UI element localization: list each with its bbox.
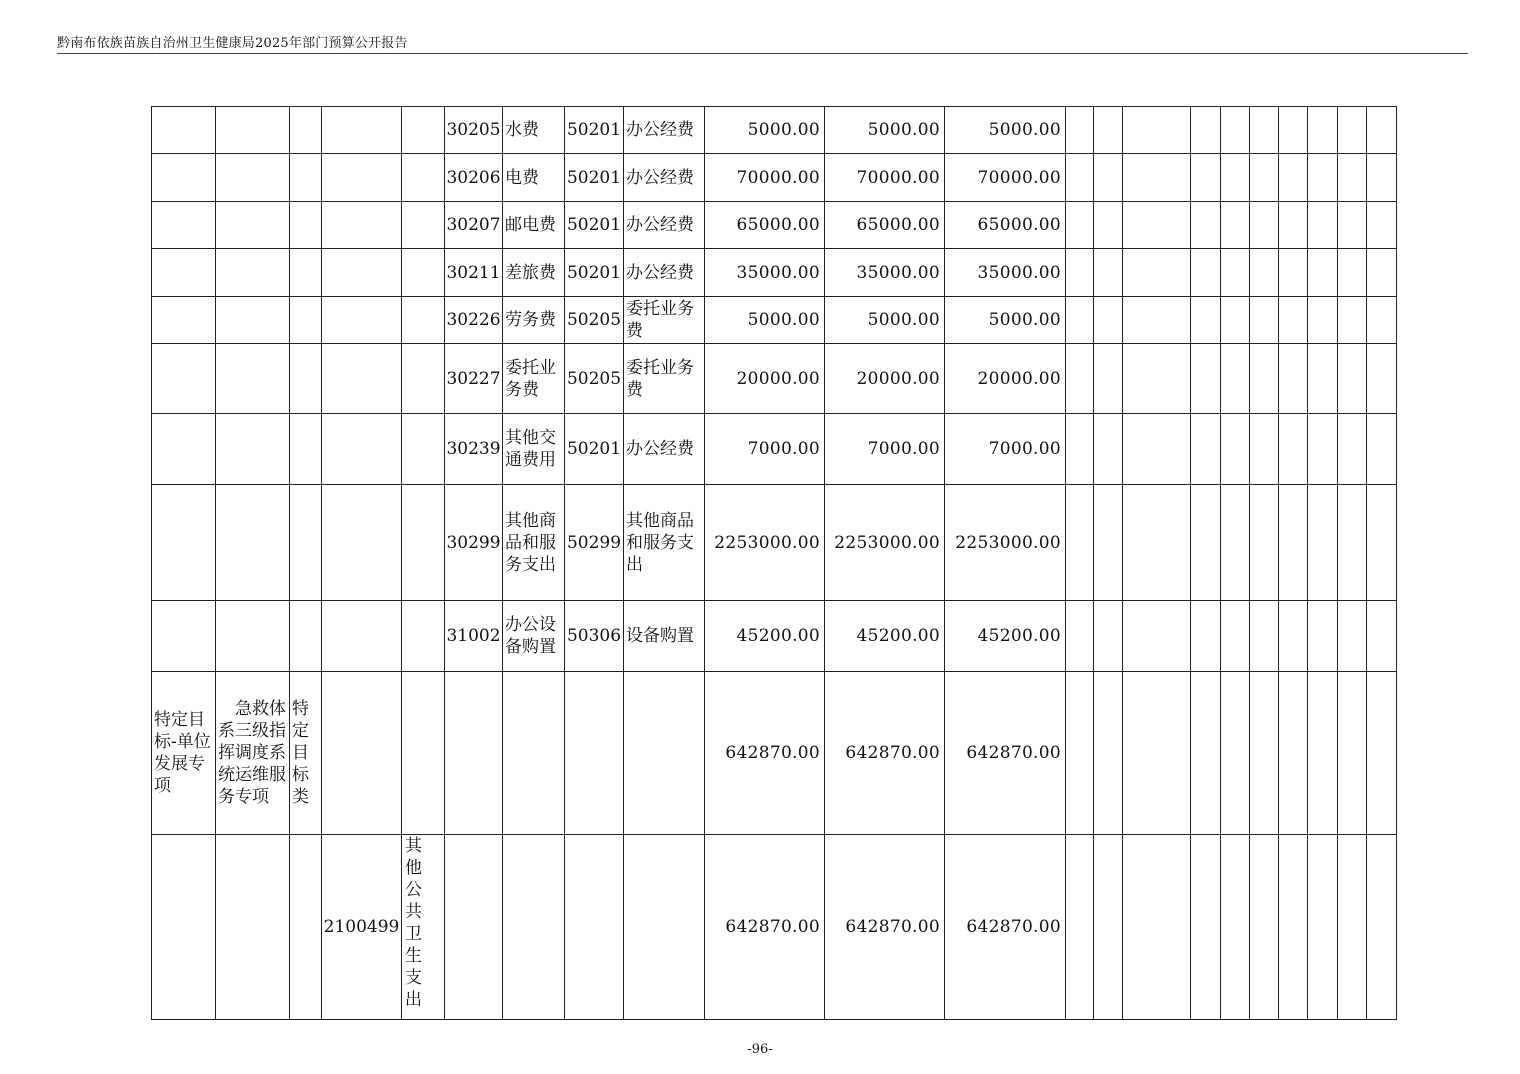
header-divider xyxy=(57,53,1468,54)
empty-cell xyxy=(402,601,445,672)
empty-cell xyxy=(1221,249,1250,297)
empty-cell xyxy=(1221,154,1250,202)
empty-cell xyxy=(152,107,216,154)
empty-cell xyxy=(402,414,445,485)
empty-cell xyxy=(1367,249,1397,297)
empty-cell xyxy=(503,835,565,1020)
empty-cell xyxy=(1191,202,1221,249)
empty-cell xyxy=(402,672,445,835)
total-amount-cell: 5000.00 xyxy=(705,297,825,344)
gov-code-cell: 50205 xyxy=(565,344,624,414)
total-amount-cell: 45200.00 xyxy=(705,601,825,672)
table-row xyxy=(152,249,1397,297)
empty-cell xyxy=(290,485,322,601)
amount-cell: 65000.00 xyxy=(945,202,1066,249)
empty-cell xyxy=(1338,835,1367,1020)
gov-code-cell: 50201 xyxy=(565,202,624,249)
empty-cell xyxy=(1308,344,1338,414)
empty-cell xyxy=(1066,154,1094,202)
empty-cell xyxy=(565,835,624,1020)
empty-cell xyxy=(1279,672,1308,835)
empty-cell xyxy=(1094,344,1123,414)
empty-cell xyxy=(216,249,290,297)
empty-cell xyxy=(1123,414,1191,485)
empty-cell xyxy=(290,344,322,414)
empty-cell xyxy=(1191,107,1221,154)
empty-cell xyxy=(1367,835,1397,1020)
empty-cell xyxy=(503,672,565,835)
empty-cell xyxy=(1250,154,1279,202)
project-type-cell: 特定目标类 xyxy=(290,672,322,835)
empty-cell xyxy=(1250,297,1279,344)
gov-code-cell: 50201 xyxy=(565,414,624,485)
gov-name-cell: 设备购置 xyxy=(624,601,705,672)
empty-cell xyxy=(1066,414,1094,485)
gov-name-cell: 办公经费 xyxy=(624,414,705,485)
empty-cell xyxy=(1191,249,1221,297)
empty-cell xyxy=(290,414,322,485)
table-row xyxy=(152,107,1397,154)
gov-code-cell: 50201 xyxy=(565,107,624,154)
empty-cell xyxy=(216,154,290,202)
empty-cell xyxy=(1367,414,1397,485)
econ-code-cell: 31002 xyxy=(445,601,503,672)
table-row xyxy=(152,154,1397,202)
amount-cell: 35000.00 xyxy=(825,249,945,297)
gov-code-cell: 50205 xyxy=(565,297,624,344)
total-amount-cell: 642870.00 xyxy=(705,672,825,835)
empty-cell xyxy=(402,202,445,249)
empty-cell xyxy=(1066,107,1094,154)
econ-code-cell: 30227 xyxy=(445,344,503,414)
amount-cell: 20000.00 xyxy=(825,344,945,414)
empty-cell xyxy=(1094,107,1123,154)
amount-cell: 5000.00 xyxy=(945,107,1066,154)
empty-cell xyxy=(322,154,402,202)
empty-cell xyxy=(152,297,216,344)
empty-cell xyxy=(1250,107,1279,154)
econ-name-cell: 委托业务费 xyxy=(503,344,565,414)
empty-cell xyxy=(322,344,402,414)
econ-code-cell: 30299 xyxy=(445,485,503,601)
empty-cell xyxy=(1338,202,1367,249)
empty-cell xyxy=(1308,835,1338,1020)
empty-cell xyxy=(1338,672,1367,835)
func-name-text: 其他公共卫生支出 xyxy=(405,836,422,1010)
empty-cell xyxy=(1250,414,1279,485)
empty-cell xyxy=(1221,107,1250,154)
empty-cell xyxy=(322,414,402,485)
econ-name-cell: 邮电费 xyxy=(503,202,565,249)
econ-name-cell: 差旅费 xyxy=(503,249,565,297)
empty-cell xyxy=(1191,485,1221,601)
empty-cell xyxy=(1094,485,1123,601)
empty-cell xyxy=(1279,485,1308,601)
empty-cell xyxy=(402,249,445,297)
table-row xyxy=(152,485,1397,601)
amount-cell: 642870.00 xyxy=(825,672,945,835)
empty-cell xyxy=(1094,601,1123,672)
empty-cell xyxy=(290,154,322,202)
table-row xyxy=(152,344,1397,414)
empty-cell xyxy=(1279,107,1308,154)
empty-cell xyxy=(1367,485,1397,601)
budget-table xyxy=(151,106,1397,1020)
empty-cell xyxy=(1066,344,1094,414)
empty-cell xyxy=(1338,344,1367,414)
amount-cell: 5000.00 xyxy=(825,107,945,154)
empty-cell xyxy=(1191,672,1221,835)
empty-cell xyxy=(1094,154,1123,202)
empty-cell xyxy=(1308,202,1338,249)
empty-cell xyxy=(402,297,445,344)
empty-cell xyxy=(1123,672,1191,835)
empty-cell xyxy=(216,414,290,485)
empty-cell xyxy=(152,154,216,202)
empty-cell xyxy=(1066,601,1094,672)
empty-cell xyxy=(1250,601,1279,672)
econ-name-cell: 其他交通费用 xyxy=(503,414,565,485)
table-row xyxy=(152,297,1397,344)
report-header-title: 黔南布依族苗族自治州卫生健康局2025年部门预算公开报告 xyxy=(57,36,408,51)
empty-cell xyxy=(1221,485,1250,601)
amount-cell: 2253000.00 xyxy=(825,485,945,601)
empty-cell xyxy=(1123,202,1191,249)
amount-cell: 2253000.00 xyxy=(945,485,1066,601)
empty-cell xyxy=(1191,344,1221,414)
table-row xyxy=(152,601,1397,672)
empty-cell xyxy=(1250,249,1279,297)
empty-cell xyxy=(1123,297,1191,344)
empty-cell xyxy=(1123,344,1191,414)
amount-cell: 45200.00 xyxy=(825,601,945,672)
empty-cell xyxy=(1367,672,1397,835)
empty-cell xyxy=(1094,835,1123,1020)
econ-code-cell: 30239 xyxy=(445,414,503,485)
empty-cell xyxy=(1123,601,1191,672)
empty-cell xyxy=(290,249,322,297)
amount-cell: 70000.00 xyxy=(825,154,945,202)
gov-code-cell: 50201 xyxy=(565,154,624,202)
empty-cell xyxy=(1191,154,1221,202)
function-row xyxy=(152,835,1397,1020)
empty-cell xyxy=(1250,344,1279,414)
empty-cell xyxy=(290,297,322,344)
total-amount-cell: 5000.00 xyxy=(705,107,825,154)
empty-cell xyxy=(445,835,503,1020)
econ-name-cell: 水费 xyxy=(503,107,565,154)
amount-cell: 642870.00 xyxy=(945,672,1066,835)
empty-cell xyxy=(322,107,402,154)
gov-name-cell: 办公经费 xyxy=(624,107,705,154)
empty-cell xyxy=(216,485,290,601)
empty-cell xyxy=(290,835,322,1020)
empty-cell xyxy=(322,297,402,344)
empty-cell xyxy=(1066,202,1094,249)
empty-cell xyxy=(1221,414,1250,485)
empty-cell xyxy=(1221,202,1250,249)
empty-cell xyxy=(1308,154,1338,202)
empty-cell xyxy=(1191,414,1221,485)
empty-cell xyxy=(1308,601,1338,672)
empty-cell xyxy=(1094,249,1123,297)
empty-cell xyxy=(1094,414,1123,485)
econ-code-cell: 30205 xyxy=(445,107,503,154)
empty-cell xyxy=(216,344,290,414)
empty-cell xyxy=(445,672,503,835)
empty-cell xyxy=(1221,344,1250,414)
empty-cell xyxy=(1066,835,1094,1020)
empty-cell xyxy=(322,202,402,249)
empty-cell xyxy=(1367,107,1397,154)
empty-cell xyxy=(1094,297,1123,344)
empty-cell xyxy=(152,202,216,249)
empty-cell xyxy=(1279,202,1308,249)
gov-name-cell: 委托业务费 xyxy=(624,344,705,414)
empty-cell xyxy=(290,202,322,249)
total-amount-cell: 20000.00 xyxy=(705,344,825,414)
empty-cell xyxy=(1191,601,1221,672)
page-number: -96- xyxy=(747,1042,773,1057)
total-amount-cell: 642870.00 xyxy=(705,835,825,1020)
total-amount-cell: 2253000.00 xyxy=(705,485,825,601)
project-row xyxy=(152,672,1397,835)
empty-cell xyxy=(1094,202,1123,249)
empty-cell xyxy=(216,202,290,249)
empty-cell xyxy=(1338,601,1367,672)
empty-cell xyxy=(1308,414,1338,485)
empty-cell xyxy=(1308,672,1338,835)
amount-cell: 7000.00 xyxy=(945,414,1066,485)
empty-cell xyxy=(1123,107,1191,154)
empty-cell xyxy=(1338,485,1367,601)
empty-cell xyxy=(152,835,216,1020)
empty-cell xyxy=(1338,107,1367,154)
total-amount-cell: 70000.00 xyxy=(705,154,825,202)
empty-cell xyxy=(1066,485,1094,601)
empty-cell xyxy=(1221,297,1250,344)
amount-cell: 642870.00 xyxy=(945,835,1066,1020)
empty-cell xyxy=(1094,672,1123,835)
gov-name-cell: 办公经费 xyxy=(624,154,705,202)
empty-cell xyxy=(1066,249,1094,297)
empty-cell xyxy=(1338,154,1367,202)
total-amount-cell: 35000.00 xyxy=(705,249,825,297)
gov-name-cell: 办公经费 xyxy=(624,202,705,249)
empty-cell xyxy=(402,344,445,414)
empty-cell xyxy=(1123,485,1191,601)
empty-cell xyxy=(402,485,445,601)
amount-cell: 20000.00 xyxy=(945,344,1066,414)
gov-name-cell: 其他商品和服务支出 xyxy=(624,485,705,601)
table-row xyxy=(152,202,1397,249)
empty-cell xyxy=(1279,414,1308,485)
empty-cell xyxy=(1221,601,1250,672)
empty-cell xyxy=(322,601,402,672)
func-code-cell: 2100499 xyxy=(322,835,402,1020)
table-row xyxy=(152,414,1397,485)
project-name-cell: 急救体系三级指挥调度系统运维服务专项 xyxy=(216,672,290,835)
econ-code-cell: 30207 xyxy=(445,202,503,249)
amount-cell: 642870.00 xyxy=(825,835,945,1020)
empty-cell xyxy=(216,297,290,344)
empty-cell xyxy=(1338,249,1367,297)
func-name-cell xyxy=(402,835,445,1020)
amount-cell: 65000.00 xyxy=(825,202,945,249)
project-category-cell: 特定目标-单位发展专项 xyxy=(152,672,216,835)
total-amount-cell: 65000.00 xyxy=(705,202,825,249)
empty-cell xyxy=(1308,249,1338,297)
econ-name-cell: 办公设备购置 xyxy=(503,601,565,672)
empty-cell xyxy=(1123,154,1191,202)
gov-name-cell: 委托业务费 xyxy=(624,297,705,344)
empty-cell xyxy=(1250,202,1279,249)
empty-cell xyxy=(1367,202,1397,249)
econ-code-cell: 30226 xyxy=(445,297,503,344)
amount-cell: 5000.00 xyxy=(945,297,1066,344)
empty-cell xyxy=(290,107,322,154)
empty-cell xyxy=(1279,835,1308,1020)
empty-cell xyxy=(1066,672,1094,835)
empty-cell xyxy=(402,154,445,202)
empty-cell xyxy=(322,249,402,297)
gov-code-cell: 50306 xyxy=(565,601,624,672)
empty-cell xyxy=(1221,835,1250,1020)
empty-cell xyxy=(1279,601,1308,672)
empty-cell xyxy=(1250,485,1279,601)
empty-cell xyxy=(1367,297,1397,344)
empty-cell xyxy=(216,835,290,1020)
empty-cell xyxy=(1338,297,1367,344)
gov-code-cell: 50201 xyxy=(565,249,624,297)
empty-cell xyxy=(290,601,322,672)
empty-cell xyxy=(402,107,445,154)
empty-cell xyxy=(152,485,216,601)
empty-cell xyxy=(216,107,290,154)
empty-cell xyxy=(624,672,705,835)
gov-code-cell: 50299 xyxy=(565,485,624,601)
empty-cell xyxy=(1367,601,1397,672)
amount-cell: 45200.00 xyxy=(945,601,1066,672)
empty-cell xyxy=(1123,835,1191,1020)
empty-cell xyxy=(152,414,216,485)
empty-cell xyxy=(1221,672,1250,835)
empty-cell xyxy=(1123,249,1191,297)
empty-cell xyxy=(1191,297,1221,344)
empty-cell xyxy=(1367,344,1397,414)
empty-cell xyxy=(1308,485,1338,601)
empty-cell xyxy=(216,601,290,672)
empty-cell xyxy=(1308,297,1338,344)
econ-code-cell: 30211 xyxy=(445,249,503,297)
empty-cell xyxy=(1250,835,1279,1020)
empty-cell xyxy=(322,485,402,601)
empty-cell xyxy=(1191,835,1221,1020)
empty-cell xyxy=(1279,249,1308,297)
empty-cell xyxy=(565,672,624,835)
empty-cell xyxy=(624,835,705,1020)
gov-name-cell: 办公经费 xyxy=(624,249,705,297)
econ-name-cell: 电费 xyxy=(503,154,565,202)
empty-cell xyxy=(322,672,402,835)
econ-code-cell: 30206 xyxy=(445,154,503,202)
econ-name-cell: 其他商品和服务支出 xyxy=(503,485,565,601)
empty-cell xyxy=(1279,344,1308,414)
empty-cell xyxy=(1250,672,1279,835)
amount-cell: 70000.00 xyxy=(945,154,1066,202)
empty-cell xyxy=(1279,297,1308,344)
empty-cell xyxy=(1308,107,1338,154)
empty-cell xyxy=(152,601,216,672)
amount-cell: 7000.00 xyxy=(825,414,945,485)
amount-cell: 5000.00 xyxy=(825,297,945,344)
empty-cell xyxy=(1066,297,1094,344)
total-amount-cell: 7000.00 xyxy=(705,414,825,485)
empty-cell xyxy=(152,249,216,297)
amount-cell: 35000.00 xyxy=(945,249,1066,297)
econ-name-cell: 劳务费 xyxy=(503,297,565,344)
empty-cell xyxy=(1367,154,1397,202)
empty-cell xyxy=(152,344,216,414)
empty-cell xyxy=(1279,154,1308,202)
empty-cell xyxy=(1338,414,1367,485)
